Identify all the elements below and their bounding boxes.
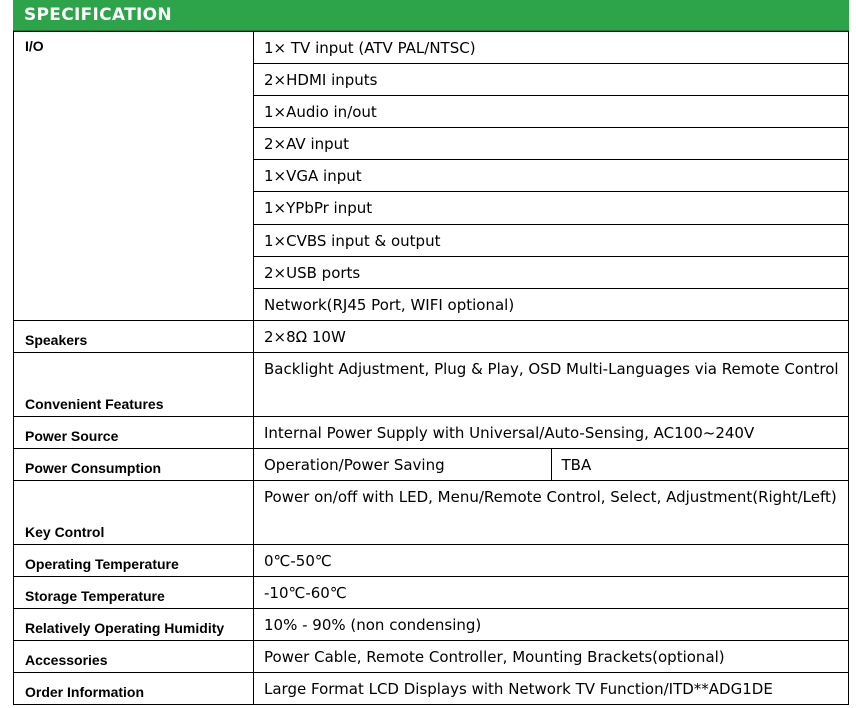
spec-header	[13, 0, 849, 31]
table-row-speakers	[14, 321, 849, 353]
convenient-features-value: Backlight Adjustment, Plug & Play, OSD Multi-Languages via Remote Control	[254, 353, 849, 417]
spec-title: SPECIFICATION	[24, 5, 172, 25]
io-item: 1×CVBS input & output	[254, 225, 849, 257]
power-source-label: Power Source	[14, 417, 254, 449]
table-row-power-consumption	[14, 449, 849, 481]
power-consumption-value: TBA	[551, 449, 849, 481]
table-row-order-information	[14, 673, 849, 705]
accessories-value: Power Cable, Remote Controller, Mounting Brackets(optional)	[254, 641, 849, 673]
io-item: 2×USB ports	[254, 257, 849, 289]
io-item: 1×VGA input	[254, 160, 849, 192]
operating-temperature-label: Operating Temperature	[14, 545, 254, 577]
table-row-key-control	[14, 481, 849, 545]
io-item: 1× TV input (ATV PAL/NTSC)	[254, 32, 849, 64]
spec-table	[13, 31, 849, 705]
power-consumption-label: Power Consumption	[14, 449, 254, 481]
speakers-value: 2×8Ω 10W	[254, 321, 849, 353]
table-row-storage-temperature	[14, 577, 849, 609]
table-row-io	[14, 32, 849, 64]
humidity-label: Relatively Operating Humidity	[14, 609, 254, 641]
storage-temperature-value: -10℃-60℃	[254, 577, 849, 609]
order-information-value: Large Format LCD Displays with Network TV Function/ITD**ADG1DE	[254, 673, 849, 705]
io-item: 1×YPbPr input	[254, 192, 849, 225]
power-source-value: Internal Power Supply with Universal/Auto-Sensing, AC100~240V	[254, 417, 849, 449]
io-label: I/O	[14, 32, 254, 321]
table-row-operating-temperature	[14, 545, 849, 577]
io-item: Network(RJ45 Port, WIFI optional)	[254, 289, 849, 321]
power-consumption-mode: Operation/Power Saving	[254, 449, 552, 481]
io-item: 2×AV input	[254, 128, 849, 160]
io-item: 1×Audio in/out	[254, 96, 849, 128]
speakers-label: Speakers	[14, 321, 254, 353]
table-row-humidity	[14, 609, 849, 641]
humidity-value: 10% - 90% (non condensing)	[254, 609, 849, 641]
key-control-label: Key Control	[14, 481, 254, 545]
storage-temperature-label: Storage Temperature	[14, 577, 254, 609]
operating-temperature-value: 0℃-50℃	[254, 545, 849, 577]
io-item: 2×HDMI inputs	[254, 64, 849, 96]
table-row-power-source	[14, 417, 849, 449]
table-row-convenient-features	[14, 353, 849, 417]
convenient-features-label: Convenient Features	[14, 353, 254, 417]
key-control-value: Power on/off with LED, Menu/Remote Control, Select, Adjustment(Right/Left)	[254, 481, 849, 545]
order-information-label: Order Information	[14, 673, 254, 705]
accessories-label: Accessories	[14, 641, 254, 673]
table-row-accessories	[14, 641, 849, 673]
